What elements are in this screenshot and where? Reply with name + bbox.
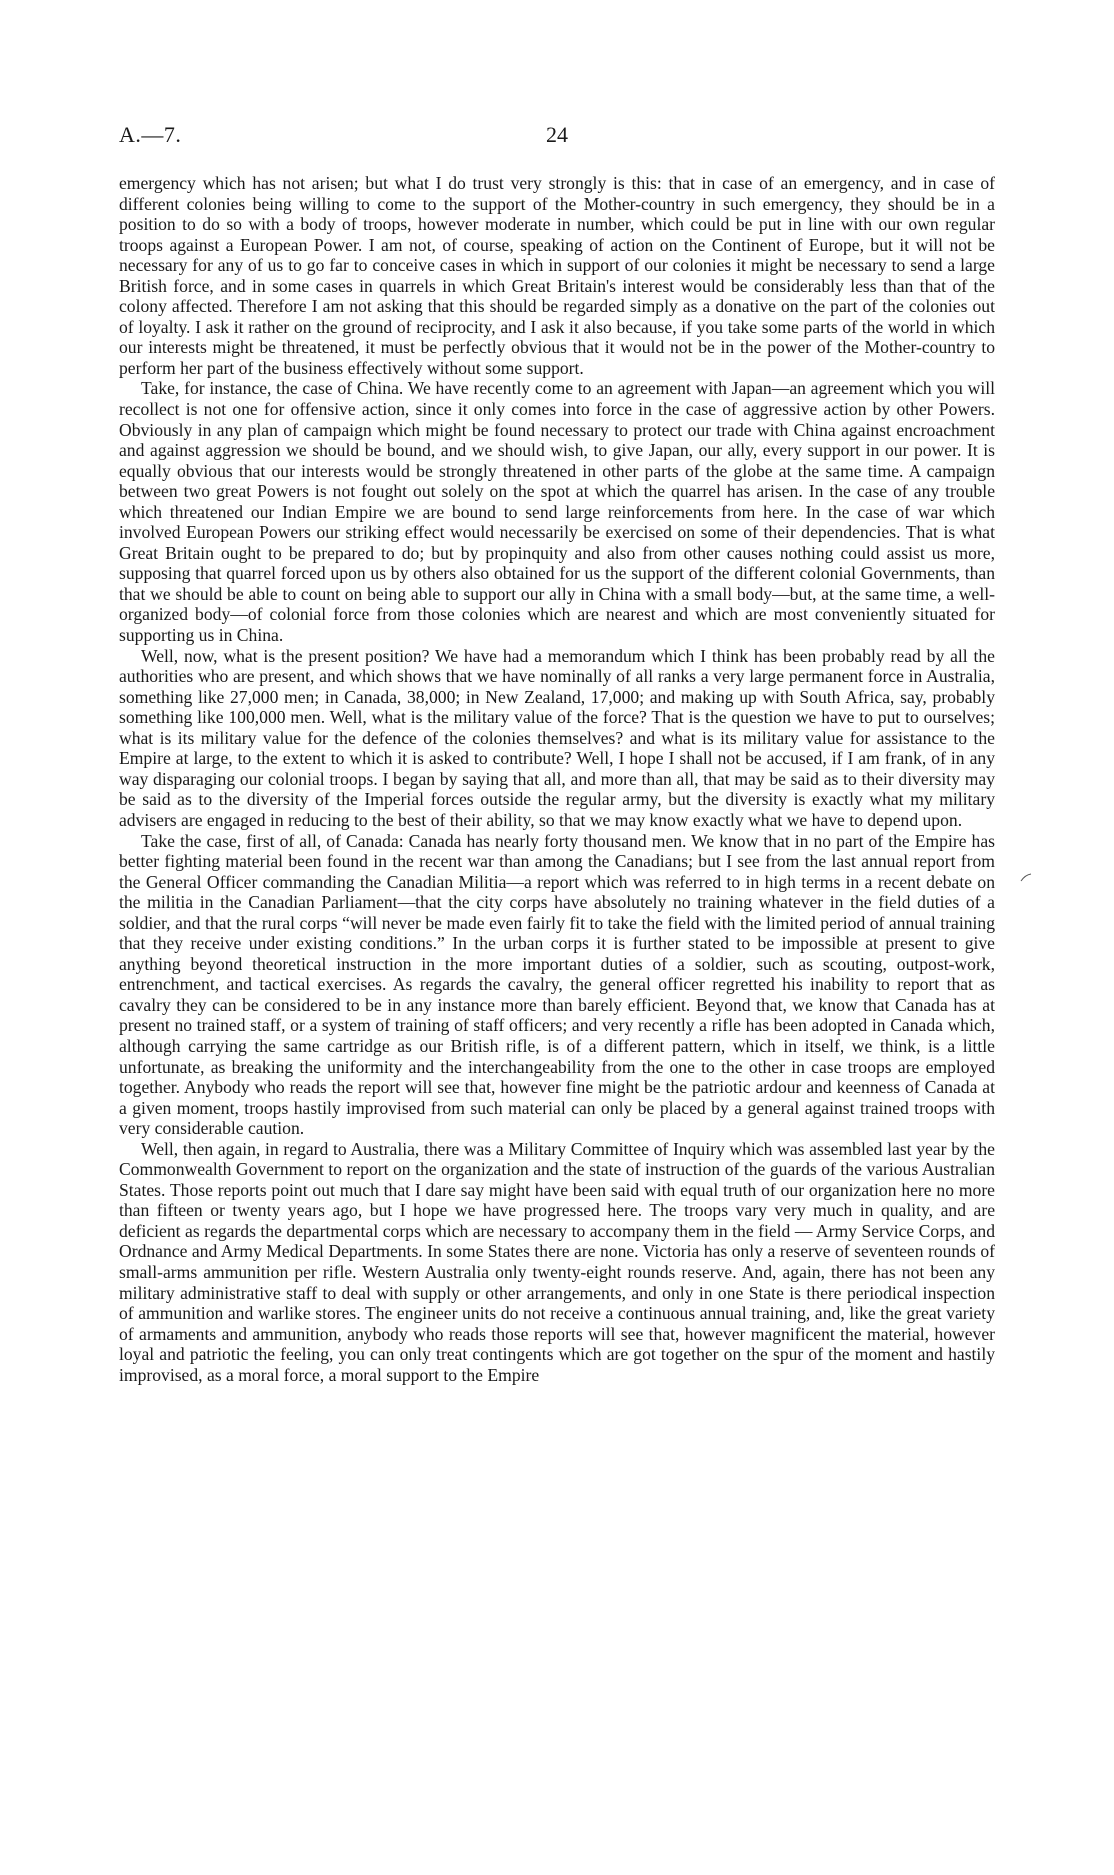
paragraph: emergency which has not arisen; but what I do trust very strongly is this: that in case of an emergency, and in case of different colonies being willing to come to the support of the Mother-country in such emergency, they should be in a position to do so with a body of troops, however moderate in number, which could be put in line with our own regular troops against a European Power. I am not, of course, speaking of action on the Continent of Europe, but it will not be necessary for any of us to go far to conceive cases in which in support of our colonies it might be necessary to send a large British force, and in some cases in quarrels in which Great Britain's interest would be considerably less than that of the colony affected. Therefore I am not asking that this should be regarded simply as a donative on the part of the colonies out of loyalty. I ask it rather on the ground of reciprocity, and I ask it also because, if you take some parts of the world in which our interests might be threatened, it must be perfectly obvious that it would not be in the power of the Mother-country to perform her part of the business effectively without some support. bbox=[119, 173, 995, 378]
paragraph: Well, then again, in regard to Australia, there was a Military Committee of Inquiry which was assembled last year by the Commonwealth Government to report on the organization and the state of instruction of the guards of the various Australian States. Those reports point out much that I dare say might have been said with equal truth of our organization here no more than fifteen or twenty years ago, but I hope we have progressed here. The troops vary very much in quality, and are deficient as regards the departmental corps which are necessary to accompany them in the field — Army Service Corps, and Ordnance and Army Medical Departments. In some States there are none. Victoria has only a reserve of seventeen rounds of small-arms ammunition per rifle. Western Australia only twenty-eight rounds reserve. And, again, there has not been any military administrative staff to deal with supply or other arrangements, and only in one State is there periodical inspection of ammunition and warlike stores. The engineer units do not receive a continuous annual training, and, like the great variety of armaments and ammunition, anybody who reads those reports will see that, however magnificent the material, however loyal and patriotic the feeling, you can only treat contingents which are got together on the spur of the moment and hastily improvised, as a moral force, a moral support to the Empire bbox=[119, 1138, 995, 1385]
paragraph: Take the case, first of all, of Canada: Canada has nearly forty thousand men. We know that in no part of the Empire has better fighting material been found in the recent war than among the Canadians; but I see from the last annual report from the General Officer commanding the Canadian Militia—a report which was referred to in high terms in a recent debate on the militia in the Canadian Parliament—that the city corps have absolutely no training whatever in the field duties of a soldier, and that the rural corps “will never be made even fairly fit to take the field with the limited period of annual training that they receive under existing conditions.” In the urban corps it is further stated to be impossible at present to give anything beyond theoretical instruction in the more important duties of a soldier, such as scouting, outpost-work, entrenchment, and tactical exercises. As regards the cavalry, the general officer regretted his inability to report that as cavalry they can be considered to be in any instance more than barely efficient. Beyond that, we know that Canada has at present no trained staff, or a system of training of staff officers; and very recently a rifle has been adopted in Canada which, although carrying the same cartridge as our British rifle, is of a different pattern, which in itself, we think, is a little unfortunate, as breaking the uniformity and the interchangeability from the one to the other in case troops are employed together. Anybody who reads the report will see that, however fine might be the patriotic ardour and keenness of Canada at a given moment, troops hastily improvised from such material can only be placed by a general against trained troops with very considerable caution. bbox=[119, 830, 995, 1139]
paragraph: Well, now, what is the present position? We have had a memorandum which I think has been probably read by all the authorities who are present, and which shows that we have nominally of all ranks a very large permanent force in Australia, something like 27,000 men; in Canada, 38,000; in New Zealand, 17,000; and making up with South Africa, say, probably something like 100,000 men. Well, what is the military value of the force? That is the question we have to put to ourselves; what is its military value for the defence of the colonies themselves? and what is its military value for assistance to the Empire at large, to the extent to which it is asked to contribute? Well, I hope I shall not be accused, if I am frank, of in any way disparaging our colonial troops. I began by saying that all, and more than all, that may be said as to their diversity may be said as to the diversity of the Imperial forces outside the regular army, but the diversity is exactly what my military advisers are engaged in reducing to the best of their ability, so that we may know exactly what we have to depend upon. bbox=[119, 645, 995, 830]
paragraph: Take, for instance, the case of China. We have recently come to an agreement with Japan—an agreement which you will recollect is not one for offensive action, since it only comes into force in the case of aggressive action by other Powers. Obviously in any plan of campaign which might be found necessary to protect our trade with China against encroachment and against aggression we should be bound, and we should wish, to give Japan, our ally, every support in our power. It is equally obvious that our interests would be strongly threatened in other parts of the globe at the same time. A campaign between two great Powers is not fought out solely on the spot at which the quarrel has arisen. In the case of any trouble which threatened our Indian Empire we are bound to send large reinforcements from here. In the case of war which involved European Powers our striking effect would necessarily be exercised on some of their dependencies. That is what Great Britain ought to be prepared to do; but by propinquity and also from other causes nothing could assist us more, supposing that quarrel forced upon us by others also obtained for us the support of the different colonial Governments, than that we should be able to count on being able to support our ally in China with a small body—but, at the same time, a well-organized body—of colonial force from those colonies which are nearest and which are most conveniently situated for supporting us in China. bbox=[119, 378, 995, 646]
body-text bbox=[119, 173, 995, 1385]
page-header bbox=[119, 122, 995, 152]
page-number: 24 bbox=[546, 122, 568, 147]
margin-mark-icon bbox=[1020, 872, 1032, 884]
document-reference: A.—7. bbox=[119, 122, 182, 147]
